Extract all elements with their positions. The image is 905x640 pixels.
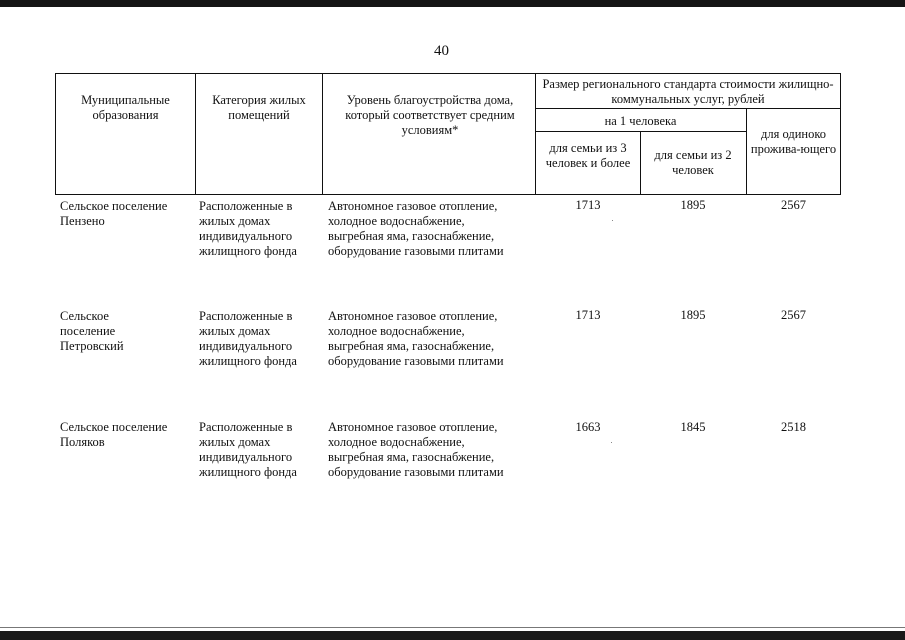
table-row-1-category: Расположенные в жилых домах индивидуального жилищного фонда <box>199 199 297 258</box>
header-per-person: на 1 человека <box>604 114 677 128</box>
scan-speck <box>612 220 613 221</box>
header-amenities: Уровень благоустройства дома, который соответствует средним условиям* <box>345 93 515 137</box>
table-row-1-family-2: 1895 <box>680 198 706 212</box>
header-single: для одиноко прожива-ющего <box>750 127 837 156</box>
page-number: 40 <box>434 43 449 59</box>
header-municipality: Муниципальные образования <box>81 93 170 122</box>
column-divider-1 <box>195 73 196 195</box>
table-row-2-family-2: 1895 <box>680 308 706 322</box>
table-row-2-municipality: Сельское поселение Петровский <box>60 309 124 353</box>
table-border-right <box>840 73 841 195</box>
table-border-left <box>55 73 56 195</box>
header-standard-group: Размер регионального стандарта стоимости жилищно-коммунальных услуг, рублей <box>542 77 834 106</box>
table-row-3-amenities: Автономное газовое отопление, холодное водоснабжение, выгребная яма, газоснабжение, оборудование газовыми плитами <box>328 420 504 479</box>
table-row-3-family-2: 1845 <box>680 420 706 434</box>
column-divider-5 <box>746 108 747 195</box>
table-row-3-municipality: Сельское поселение Поляков <box>60 420 168 449</box>
header-family-2: для семьи из 2 человек <box>654 148 732 177</box>
table-row-2-category: Расположенные в жилых домах индивидуального жилищного фонда <box>199 309 297 368</box>
header-category: Категория жилых помещений <box>212 93 306 122</box>
table-row-3-category: Расположенные в жилых домах индивидуального жилищного фонда <box>199 420 297 479</box>
table-row-1-amenities: Автономное газовое отопление, холодное водоснабжение, выгребная яма, газоснабжение, оборудование газовыми плитами <box>328 199 504 258</box>
column-divider-3 <box>535 73 536 195</box>
table-row-1-municipality: Сельское поселение Пензено <box>60 199 168 228</box>
scan-border-top <box>0 0 905 7</box>
table-row-2-amenities: Автономное газовое отопление, холодное водоснабжение, выгребная яма, газоснабжение, оборудование газовыми плитами <box>328 309 504 368</box>
scan-speck <box>611 442 612 443</box>
table-row-2-family-3plus: 1713 <box>575 308 601 322</box>
scan-border-bottom <box>0 631 905 640</box>
header-family-3plus: для семьи из 3 человек и более <box>545 141 631 170</box>
table-border-sub-group <box>535 108 841 109</box>
table-row-3-single: 2518 <box>781 420 806 434</box>
column-divider-4 <box>640 131 641 195</box>
table-row-2-single: 2567 <box>781 308 806 322</box>
table-row-1-family-3plus: 1713 <box>575 198 601 212</box>
table-row-1-single: 2567 <box>781 198 806 212</box>
column-divider-2 <box>322 73 323 195</box>
table-border-top <box>55 73 841 74</box>
table-border-header-bottom <box>55 194 841 195</box>
table-row-3-family-3plus: 1663 <box>575 420 601 434</box>
scan-line-bottom <box>0 627 905 628</box>
